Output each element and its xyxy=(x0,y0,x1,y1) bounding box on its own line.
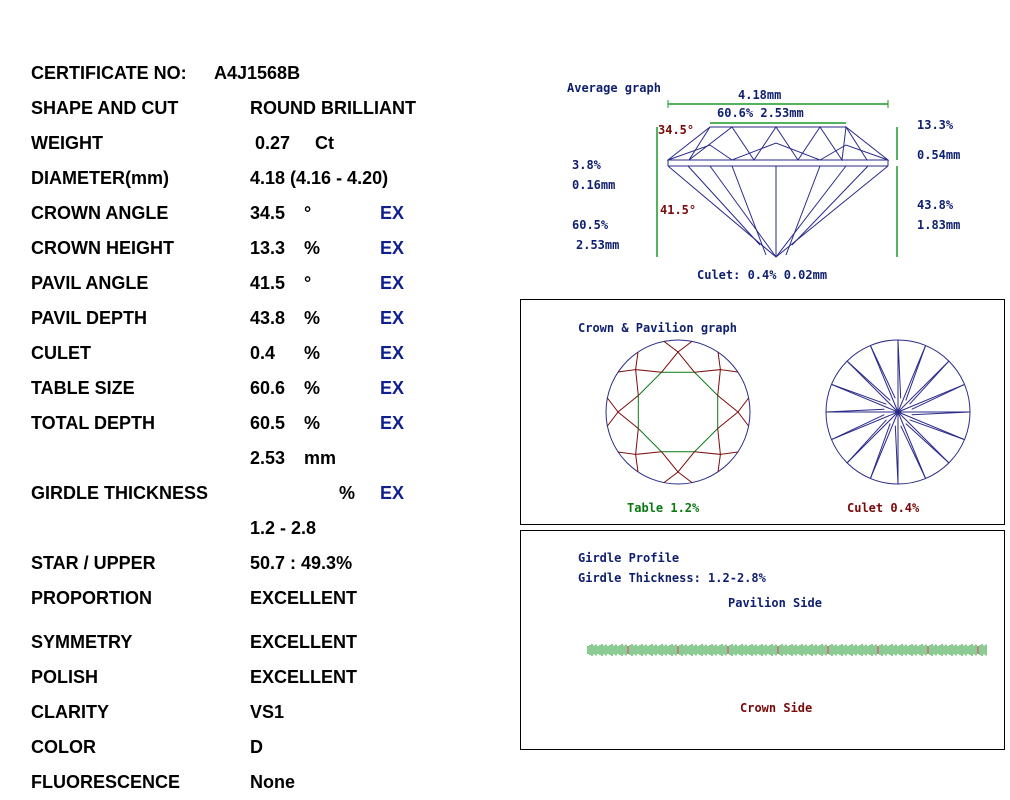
pavilion-lower-facet xyxy=(847,361,890,400)
star-facet xyxy=(662,352,695,372)
row-value: D xyxy=(250,737,263,757)
row-label: WEIGHT xyxy=(31,133,103,153)
row-grade: EX xyxy=(380,413,405,433)
row-grade: EX xyxy=(380,203,405,223)
upper-girdle-facet xyxy=(738,398,749,426)
pavilion-lower-facet xyxy=(870,346,895,399)
pavilion-angle-label: 41.5° xyxy=(660,203,697,217)
crown-angle-label: 34.5° xyxy=(658,123,695,137)
star-facet xyxy=(695,429,721,455)
row-label: CLARITY xyxy=(31,702,109,722)
row-unit: ° xyxy=(304,203,312,223)
row-unit: % xyxy=(304,308,321,328)
row-unit: ° xyxy=(304,273,312,293)
row-value: 13.3 xyxy=(250,238,286,258)
pavilion-lower-facet xyxy=(906,424,949,463)
star-facet xyxy=(695,370,721,396)
row-label: TOTAL DEPTH xyxy=(31,413,156,433)
total-depth-mm: 2.53mm xyxy=(576,238,620,252)
pavilion-lower-facet xyxy=(870,424,890,479)
girdle-mm: 0.16mm xyxy=(572,178,616,192)
pavilion-lower-facet xyxy=(906,346,926,401)
culet-label: Culet: 0.4% 0.02mm xyxy=(697,268,828,282)
pavilion-lower-facet xyxy=(847,420,886,463)
row-label: TABLE SIZE xyxy=(31,378,135,398)
row-value: ROUND BRILLIANT xyxy=(250,98,416,118)
row-label: CROWN HEIGHT xyxy=(31,238,174,258)
upper-girdle-facet xyxy=(618,352,638,372)
row-grade: EX xyxy=(380,273,405,293)
row-label: POLISH xyxy=(31,667,99,687)
pavilion-lower-facet xyxy=(910,420,965,440)
crown-side-label: Crown Side xyxy=(740,701,813,715)
row-label: PAVIL DEPTH xyxy=(31,308,148,328)
pavilion-lower-facet xyxy=(832,384,887,404)
row-value: 1.2 - 2.8 xyxy=(250,518,317,538)
girdle-thickness-label: Girdle Thickness: 1.2-2.8% xyxy=(578,571,766,585)
average-graph-title: Average graph xyxy=(567,81,661,95)
pavilion-lower-facet xyxy=(910,361,949,404)
pavilion-lower-facet xyxy=(832,415,885,440)
pavilion-lower-facet xyxy=(912,384,965,409)
crown-pavilion-title: Crown & Pavilion graph xyxy=(578,321,737,335)
row-unit: % xyxy=(304,238,321,258)
row-value: 0.4 xyxy=(250,343,276,363)
table-percent-label: Table 1.2% xyxy=(627,501,700,515)
pavilion-depth-pct: 43.8% xyxy=(917,198,954,212)
row-label: GIRDLE THICKNESS xyxy=(31,483,209,503)
upper-girdle-facet xyxy=(618,452,638,472)
row-value: 0.27 xyxy=(255,133,291,153)
row-unit: Ct xyxy=(315,133,334,153)
row-value: EXCELLENT xyxy=(250,632,358,652)
row-label: SHAPE AND CUT xyxy=(31,98,179,118)
diameter-label: 4.18mm xyxy=(738,88,782,102)
row-unit: % xyxy=(304,413,321,433)
pavilion-lower-facet xyxy=(901,426,926,479)
row-label: CULET xyxy=(31,343,91,363)
row-value: VS1 xyxy=(250,702,285,722)
girdle-profile-bars xyxy=(588,644,986,656)
upper-girdle-facet xyxy=(664,472,692,483)
average-graph xyxy=(560,75,980,290)
row-grade: EX xyxy=(380,378,405,398)
row-value: 60.5 xyxy=(250,413,286,433)
row-unit: % xyxy=(304,343,321,363)
crown-pavilion-panel xyxy=(520,299,1005,525)
pavilion-side-label: Pavilion Side xyxy=(728,596,822,610)
crown-height-mm: 0.54mm xyxy=(917,148,961,162)
girdle-profile-panel xyxy=(520,530,1005,750)
row-label: DIAMETER(mm) xyxy=(31,168,169,188)
row-grade: EX xyxy=(380,238,405,258)
row-value: EXCELLENT xyxy=(250,588,358,608)
crown-height-pct: 13.3% xyxy=(917,118,954,132)
row-label: COLOR xyxy=(31,737,96,757)
row-value: 34.5 xyxy=(250,203,286,223)
upper-girdle-facet xyxy=(664,341,692,352)
row-label: PAVIL ANGLE xyxy=(31,273,149,293)
row-value: 60.6 xyxy=(250,378,286,398)
row-unit: % xyxy=(339,483,356,503)
row-value: EXCELLENT xyxy=(250,667,358,687)
row-label: SYMMETRY xyxy=(31,632,133,652)
upper-girdle-facet xyxy=(718,352,738,372)
star-facet xyxy=(618,396,638,429)
row-grade: EX xyxy=(380,343,405,363)
row-value: None xyxy=(250,772,295,792)
table-label: 60.6% 2.53mm xyxy=(717,106,804,120)
star-facet xyxy=(662,452,695,472)
star-facet xyxy=(718,396,738,429)
total-depth-pct: 60.5% xyxy=(572,218,609,232)
row-label: CROWN ANGLE xyxy=(31,203,169,223)
crown-view xyxy=(606,340,750,484)
girdle-pct: 3.8% xyxy=(572,158,601,172)
row-value: 50.7 : 49.3% xyxy=(250,553,353,573)
girdle-profile-title: Girdle Profile xyxy=(578,551,680,565)
row-value: 41.5 xyxy=(250,273,286,293)
row-grade: EX xyxy=(380,308,405,328)
certificate-label: CERTIFICATE NO: xyxy=(31,63,187,83)
row-label: FLUORESCENCE xyxy=(31,772,181,792)
row-label: STAR / UPPER xyxy=(31,553,156,573)
row-label: PROPORTION xyxy=(31,588,153,608)
row-unit: mm xyxy=(304,448,337,468)
row-grade: EX xyxy=(380,483,405,503)
star-facet xyxy=(636,370,662,396)
certificate-number: A4J1568B xyxy=(214,63,301,83)
culet-percent-label: Culet 0.4% xyxy=(847,501,920,515)
row-value: 2.53 xyxy=(250,448,286,468)
pavilion-view xyxy=(826,340,970,484)
row-value: 4.18 (4.16 - 4.20) xyxy=(250,168,389,188)
diamond-profile xyxy=(668,127,888,257)
upper-girdle-facet xyxy=(718,452,738,472)
pavilion-depth-mm: 1.83mm xyxy=(917,218,961,232)
upper-girdle-facet xyxy=(607,398,618,426)
star-facet xyxy=(636,429,662,455)
row-unit: % xyxy=(304,378,321,398)
row-value: 43.8 xyxy=(250,308,286,328)
